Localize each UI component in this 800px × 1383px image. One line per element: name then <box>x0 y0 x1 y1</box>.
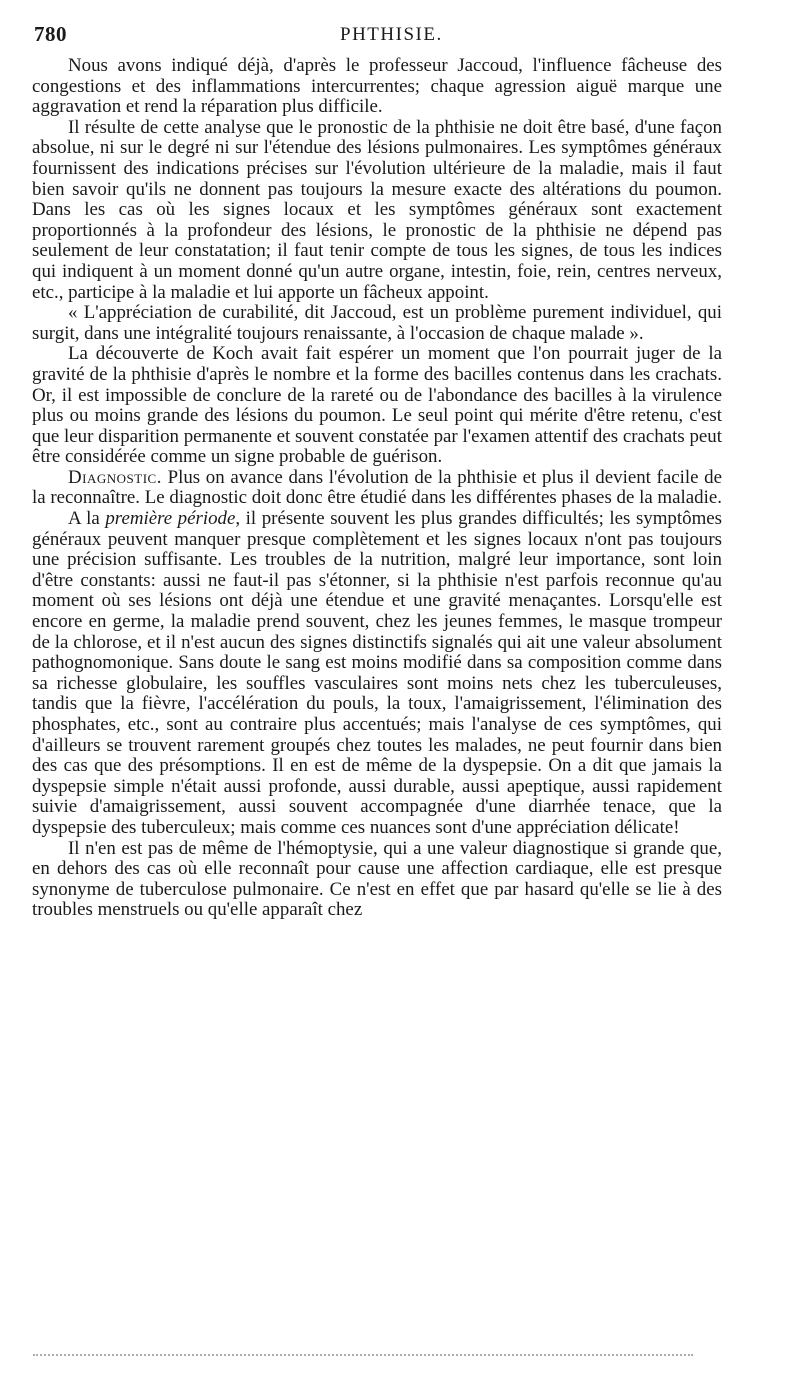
paragraph-premiere-periode <box>32 509 722 839</box>
running-title: PHTHISIE. <box>340 24 443 45</box>
emphasis-premiere-periode: première période <box>105 508 236 530</box>
footer-dotted-rule <box>33 1354 693 1356</box>
section-heading-diagnostic: Diagnostic. <box>68 466 162 488</box>
paragraph-congestions: Nous avons indiqué déjà, d'après le professeur Jaccoud, l'influence fâcheuse des congestions et des inflammations intercurrentes; chaque agression aiguë marque une aggravation et rend la réparation plus difficile. <box>32 55 722 118</box>
page-header <box>32 22 722 56</box>
paragraph-jaccoud-quote: « L'appréciation de curabilité, dit Jaccoud, est un problème purement individuel, qui surgit, dans une intégralité toujours renaissante, à l'occasion de chaque malade ». <box>32 302 722 344</box>
paragraph-koch: La découverte de Koch avait fait espérer un moment que l'on pourrait juger de la gravité de la phthisie d'après le nombre et la forme des bacilles contenus dans les crachats. Or, il est impossible de conclure de la rareté ou de l'abondance des bacilles à la virulence plus ou moins grande des lésions du poumon. Le seul point qui mérite d'être retenu, c'est que leur disparition permanente et souvent constatée par l'examen attentif des crachats peut être considérée comme un signe probable de guérison. <box>32 343 722 468</box>
document-page <box>32 22 722 921</box>
body-text <box>32 56 722 921</box>
paragraph-premiere-periode-pre: A la <box>68 508 106 530</box>
page-number: 780 <box>34 22 67 46</box>
paragraph-hemoptysie: Il n'en est pas de même de l'hémoptysie, qui a une valeur diagnostique si grande que, en dehors des cas où elle reconnaît pour cause une affection cardiaque, elle est presque synonyme de tuberculose pulmonaire. Ce n'est en effet que par hasard qu'elle se lie à des troubles menstruels ou qu'elle apparaît chez <box>32 837 722 921</box>
paragraph-diagnostic-text: Plus on avance dans l'évolution de la phthisie et plus il devient facile de la reconnaître. Le diagnostic doit donc être étudié dans les différentes phases de la maladie. <box>32 466 722 509</box>
paragraph-premiere-periode-text: , il présente souvent les plus grandes difficultés; les symptômes généraux peuvent manquer presque complètement et les signes locaux n'ont pas toujours une précision suffisante. Les troubles de la nutrition, malgré leur importance, sont loin d'être constants: aussi ne faut-il pas s'étonner, si la phthisie n'est parfois reconnue qu'au moment où ses lésions ont déjà une étendue et une gravité menaçantes. Lorsqu'elle est encore en germe, la maladie prend souvent, chez les jeunes femmes, le masque trompeur de la chlorose, et il n'est aucun des signes distinctifs signalés qui ait une valeur absolument pathognomonique. Sans doute le sang est moins modifié dans sa composition comme dans sa richesse globulaire, les souffles vasculaires sont moins nets chez les tuberculeuses, tandis que la fièvre, l'accélération du pouls, la toux, l'amaigrissement, l'élimination des phosphates, etc., sont au contraire plus accentués; mais l'analyse de ces symptômes, qui d'ailleurs se trouvent rarement groupés chez toutes les malades, ne peut fournir dans bien des cas que des présomptions. Il en est de même de la dyspepsie. On a dit que jamais la dyspepsie simple n'était aussi profonde, aussi durable, aussi apeptique, aussi rapidement suivie d'amaigrissement, aussi souvent accompagnée d'une diarrhée tenace, que la dyspepsie des tuberculeux; mais comme ces nuances sont d'une appréciation délicate! <box>32 508 723 838</box>
paragraph-diagnostic <box>32 468 722 509</box>
paragraph-pronostic: Il résulte de cette analyse que le pronostic de la phthisie ne doit être basé, d'une façon absolue, ni sur le degré ni sur l'étendue des lésions pulmonaires. Les symptômes généraux fournissent des indications précises sur l'évolution ultérieure de la maladie, mais il faut bien savoir qu'ils ne donnent pas toujours la mesure exacte des altérations du poumon. Dans les cas où les signes locaux et les symptômes généraux sont exactement proportionnés à la profondeur des lésions, le pronostic de la phthisie ne dépend pas seulement de leur constatation; il faut tenir compte de tous les signes, de tous les indices qui indiquent à un moment donné qu'un autre organe, intestin, foie, rein, centres nerveux, etc., participe à la maladie et lui apporte un fâcheux appoint. <box>32 116 722 303</box>
